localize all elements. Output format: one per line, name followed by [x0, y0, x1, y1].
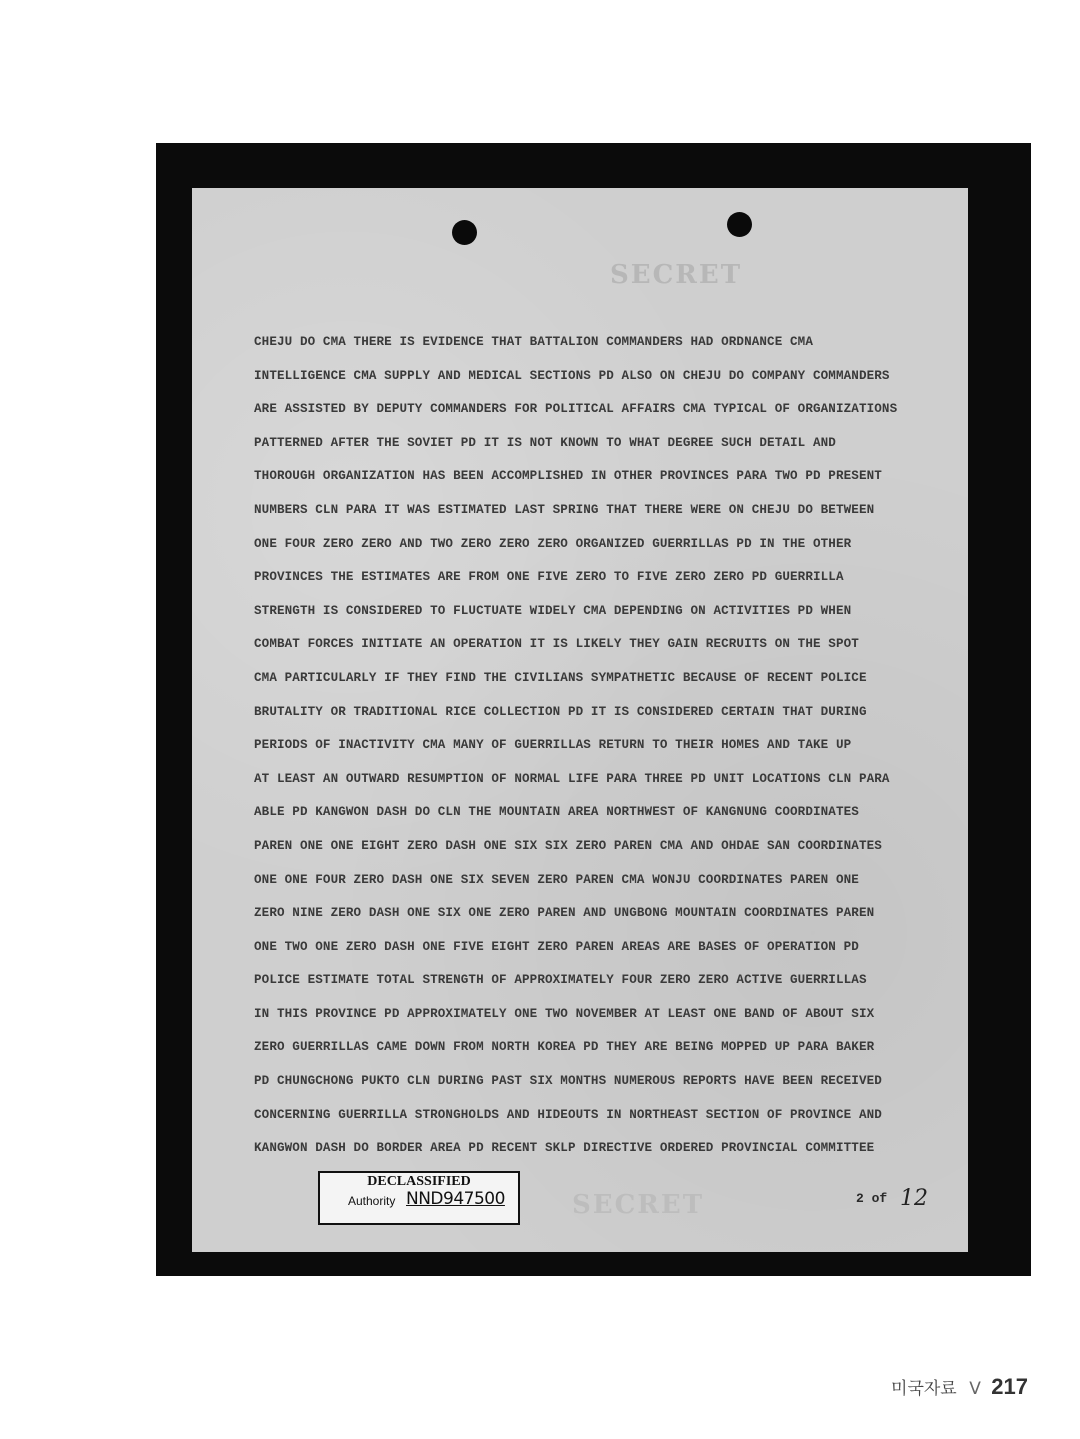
- stamp-authority-label: Authority: [348, 1194, 396, 1208]
- footer-page-number: 217: [991, 1374, 1028, 1399]
- document-line: CONCERNING GUERRILLA STRONGHOLDS AND HIDEOUTS IN NORTHEAST SECTION OF PROVINCE AND: [254, 1107, 882, 1122]
- classification-marking-top: SECRET: [610, 260, 743, 290]
- document-line: IN THIS PROVINCE PD APPROXIMATELY ONE TWO NOVEMBER AT LEAST ONE BAND OF ABOUT SIX: [254, 1006, 875, 1021]
- document-line: PAREN ONE ONE EIGHT ZERO DASH ONE SIX SIX ZERO PAREN CMA AND OHDAE SAN COORDINATES: [254, 838, 882, 853]
- document-line: ABLE PD KANGWON DASH DO CLN THE MOUNTAIN AREA NORTHWEST OF KANGNUNG COORDINATES: [254, 805, 859, 820]
- stamp-authority-value: NND947500: [406, 1189, 505, 1209]
- document-line: COMBAT FORCES INITIATE AN OPERATION IT IS LIKELY THEY GAIN RECRUITS ON THE SPOT: [254, 637, 859, 652]
- document-line: ONE ONE FOUR ZERO DASH ONE SIX SEVEN ZERO PAREN CMA WONJU COORDINATES PAREN ONE: [254, 872, 859, 887]
- footer-section-label: 미국자료: [891, 1379, 957, 1399]
- document-line: NUMBERS CLN PARA IT WAS ESTIMATED LAST SPRING THAT THERE WERE ON CHEJU DO BETWEEN: [254, 502, 875, 517]
- footer-separator: V: [969, 1379, 981, 1399]
- document-line: BRUTALITY OR TRADITIONAL RICE COLLECTION PD IT IS CONSIDERED CERTAIN THAT DURING: [254, 704, 867, 719]
- document-line: ONE FOUR ZERO ZERO AND TWO ZERO ZERO ZERO ORGANIZED GUERRILLAS PD IN THE OTHER: [254, 536, 852, 551]
- document-line: ZERO GUERRILLAS CAME DOWN FROM NORTH KOREA PD THEY ARE BEING MOPPED UP PARA BAKER: [254, 1040, 875, 1055]
- document-line: CHEJU DO CMA THERE IS EVIDENCE THAT BATTALION COMMANDERS HAD ORDNANCE CMA: [254, 335, 813, 349]
- declassified-stamp: [318, 1171, 520, 1225]
- punch-hole-right: [727, 212, 752, 237]
- document-line: PROVINCES THE ESTIMATES ARE FROM ONE FIVE ZERO TO FIVE ZERO ZERO PD GUERRILLA: [254, 570, 844, 585]
- document-line: ARE ASSISTED BY DEPUTY COMMANDERS FOR POLITICAL AFFAIRS CMA TYPICAL OF ORGANIZATIONS: [254, 402, 898, 417]
- scan-frame: [156, 143, 1031, 1276]
- document-body: [254, 326, 962, 1166]
- document-line: PATTERNED AFTER THE SOVIET PD IT IS NOT KNOWN TO WHAT DEGREE SUCH DETAIL AND: [254, 435, 836, 450]
- document-line: ONE TWO ONE ZERO DASH ONE FIVE EIGHT ZERO PAREN AREAS ARE BASES OF OPERATION PD: [254, 939, 859, 954]
- document-line: STRENGTH IS CONSIDERED TO FLUCTUATE WIDELY CMA DEPENDING ON ACTIVITIES PD WHEN: [254, 603, 852, 618]
- document-line: THOROUGH ORGANIZATION HAS BEEN ACCOMPLISHED IN OTHER PROVINCES PARA TWO PD PRESENT: [254, 469, 882, 484]
- stamp-title: DECLASSIFIED: [367, 1174, 471, 1189]
- punch-hole-left: [452, 220, 477, 245]
- document-line: PD CHUNGCHONG PUKTO CLN DURING PAST SIX MONTHS NUMEROUS REPORTS HAVE BEEN RECEIVED: [254, 1074, 882, 1089]
- classification-marking-bottom: SECRET: [572, 1190, 705, 1220]
- book-footer: [891, 1372, 1028, 1402]
- document-page: [192, 188, 968, 1252]
- document-line: POLICE ESTIMATE TOTAL STRENGTH OF APPROXIMATELY FOUR ZERO ZERO ACTIVE GUERRILLAS: [254, 973, 867, 988]
- document-line: INTELLIGENCE CMA SUPPLY AND MEDICAL SECTIONS PD ALSO ON CHEJU DO COMPANY COMMANDERS: [254, 368, 890, 383]
- page-counter-handwritten: 12: [900, 1186, 928, 1211]
- document-line: ZERO NINE ZERO DASH ONE SIX ONE ZERO PAREN AND UNGBONG MOUNTAIN COORDINATES PAREN: [254, 906, 875, 921]
- document-line: KANGWON DASH DO BORDER AREA PD RECENT SKLP DIRECTIVE ORDERED PROVINCIAL COMMITTEE: [254, 1141, 875, 1156]
- document-line: AT LEAST AN OUTWARD RESUMPTION OF NORMAL LIFE PARA THREE PD UNIT LOCATIONS CLN PARA: [254, 771, 890, 786]
- document-line: PERIODS OF INACTIVITY CMA MANY OF GUERRILLAS RETURN TO THEIR HOMES AND TAKE UP: [254, 738, 852, 753]
- page-counter: 2 of: [856, 1191, 888, 1206]
- document-line: CMA PARTICULARLY IF THEY FIND THE CIVILIANS SYMPATHETIC BECAUSE OF RECENT POLICE: [254, 670, 867, 685]
